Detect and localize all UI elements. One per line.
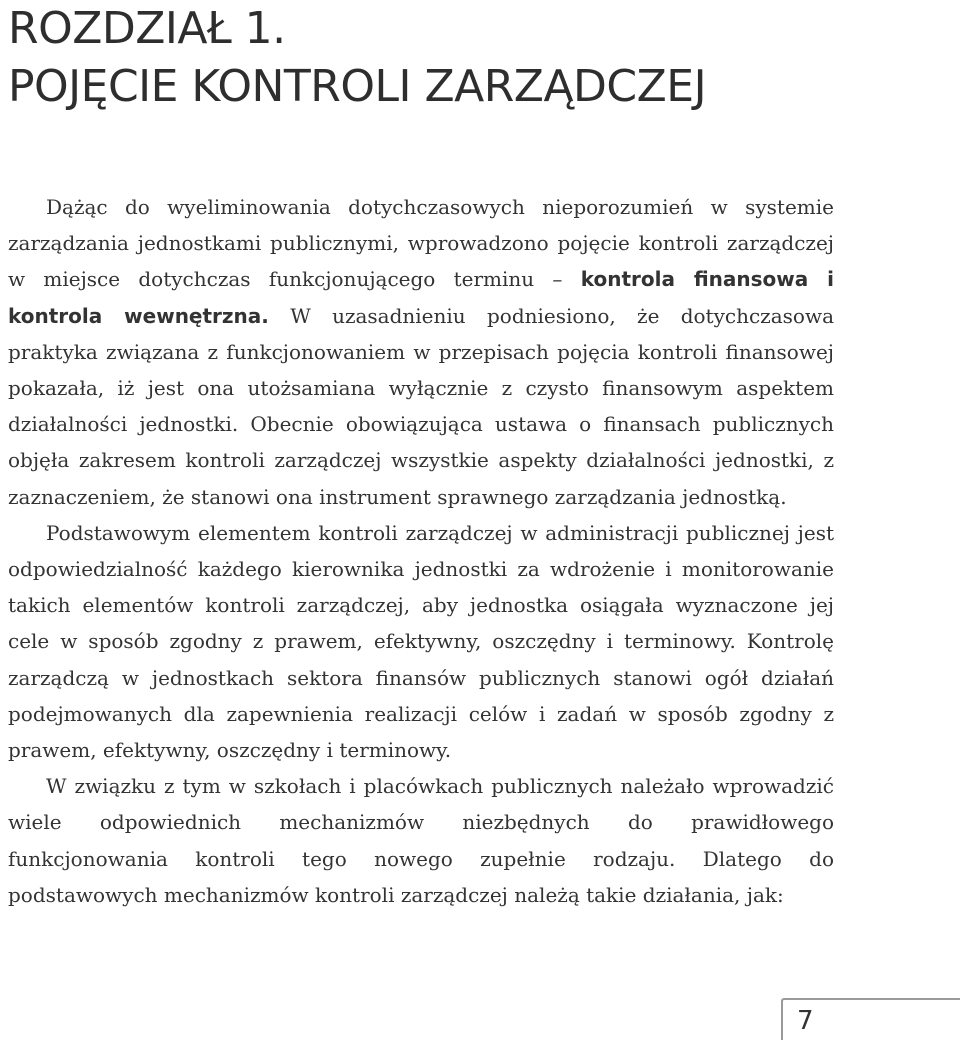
chapter-title: POJĘCIE KONTROLI ZARZĄDCZEJ	[8, 61, 707, 112]
paragraph-1-intro: Dążąc do wyeliminowania dotychczasowych nieporozumień w systemie zarządzania jednostkami publicznymi, wprowadzono pojęcie kontroli zarządczej w miejsce dotychczas funkcjonującego terminu –	[8, 195, 834, 292]
paragraph-3: W związku z tym w szkołach i placówkach publicznych należało wprowadzić wiele odpowiednich mechanizmów niezbędnych do prawidłowego funkcjonowania kontroli tego nowego zupełnie rodzaju. Dlatego do podstawowych mechanizmów kontroli zarządczej należą takie działania, jak:	[8, 774, 834, 907]
paragraph-1-rest: W uzasadnieniu podniesiono, że dotychczasowa praktyka związana z funkcjonowaniem w przepisach pojęcia kontroli finansowej pokazała, iż jest ona utożsamiana wyłącznie z czysto finansowym aspektem działalności jednostki. Obecnie obowiązująca ustawa o finansach publicznych objęła zakresem kontroli zarządczej wszystkie aspekty działalności jednostki, z zaznaczeniem, że stanowi ona instrument sprawnego zarządzania jednostką.	[8, 303, 834, 509]
body-text	[8, 189, 834, 913]
page-number: 7	[781, 998, 960, 1040]
paragraph-2: Podstawowym elementem kontroli zarządczej w administracji publicznej jest odpowiedzialność każdego kierownika jednostki za wdrożenie i monitorowanie takich elementów kontroli zarządczej, aby jednostka osiągała wyznaczone jej cele w sposób zgodny z prawem, efektywny, oszczędny i terminowy. Kontrolę zarządczą w jednostkach sektora finansów publicznych stanowi ogół działań podejmowanych dla zapewnienia realizacji celów i zadań w sposób zgodny z prawem, efektywny, oszczędny i terminowy.	[8, 520, 834, 763]
bold-term: kontrola finansowa i kontrola wewnętrzna.	[8, 267, 835, 328]
paragraph-1	[8, 189, 834, 515]
chapter-heading	[8, 0, 948, 116]
chapter-number: ROZDZIAŁ 1.	[8, 3, 286, 54]
